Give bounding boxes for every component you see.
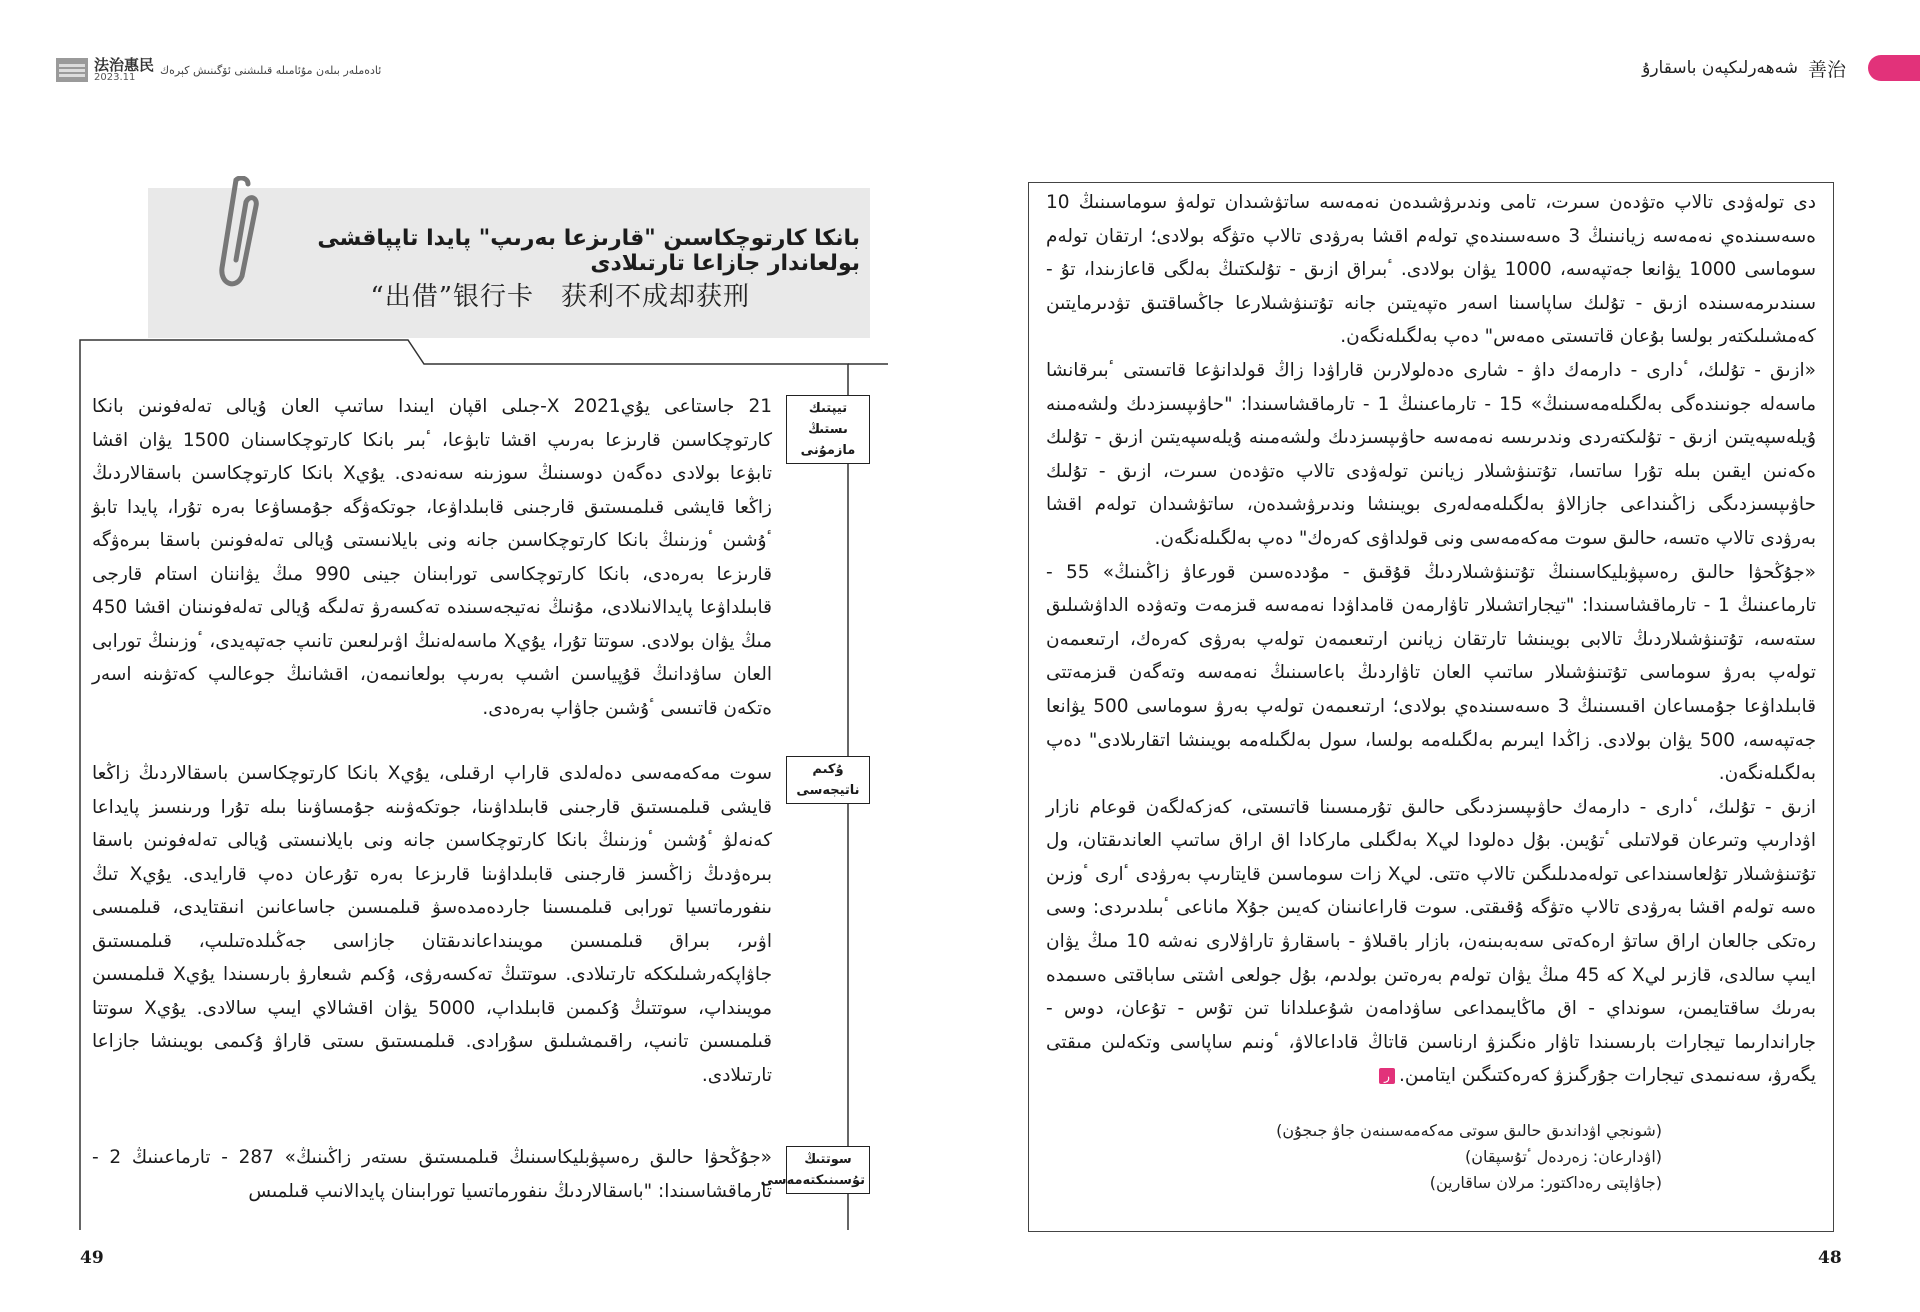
header-left xyxy=(56,56,381,84)
header-left-uyghur: ئادەملەر بىلەن مۇئامىلە قىلىشنى ئۆگىنىش كېرەك xyxy=(160,63,382,77)
section-name-uyghur: شەھەرلىكپەن باسقارۇ xyxy=(1642,58,1798,78)
page-number-right: 48 xyxy=(1818,1248,1842,1268)
credit-translator: (اۋدارعان: زەردەل ٴتۇسپقان) xyxy=(1465,1147,1662,1166)
article-title-uyghur: بانكا كارتوچكاسىن "قارىزعا بەرىپ" پايدا تاپپاقشى بولعاندار جازاعا تارتىلادى xyxy=(317,226,860,276)
right-paragraph xyxy=(1046,791,1816,1093)
section-label-case: تيپتىك ىستىڭ مازمۇنى xyxy=(786,395,870,464)
article-title-chinese: “出借”银行卡 获利不成却获刑 xyxy=(370,282,750,312)
magazine-masthead xyxy=(94,57,154,83)
left-paragraph: سوت مەكەمەسى دەلەلدى قاراپ ارقىلى، يۇيX بانكا كارتوچكاسىن باسقالاردىڭ زاڭعا قايشى قىلمىستىق قارجىنى قابىلداۋىنا، جوتكەۋىنە جۇمساۋىنا بىلە تۇرا ورىنسىز پايداعا كەنەلۋ ٴۇشىن ٴوزىنىڭ بانكا كارتوچكاسىن جانە ونى بايلانىستى ۇيالى تەلەفونىن باسقا بىرەۋدىڭ زاڭسىز قارجىنى قابىلداۋىنا قارىزعا بەرە تۇرعان دەپ قارايدى. يۇيX تىڭ ىنفورماتسيا تورابى قىلمىسىنا جاردەمدەسۋ قىلمىسىن جاساعانىن انىقتايدى، قىلمىسى اۋىر، بىراق قىلمىسىن مويىنداعاندىقتان جازاسى جەڭىلدەتىلىپ، قىلمىستىق جاۋاپكەرشىلىككە تارتىلادى. سوتتىڭ تەكسەرۋى، ۇكىم شىعارۋ بارىسىندا يۇيX قىلمىسىن مويىنداپ، سوتتىڭ ۇكىمىن قابىلداپ، 5000 يۋان اقشالاي ايىپ سالادى. يۇيX سوتتا قىلمىسىن تانىپ، راقىمشىلىق سۇرادى. قىلمىستىق ىستى قاراۋ ۇكىمى بويىنشا جازاعا تارتىلادى. xyxy=(92,763,773,1086)
left-paragraph: 21 جاستاعى يۇيX 2021-جىلى اقپان ايىندا ساتىپ العان ۇيالى تەلەفونىن بانكا كارتوچكاسىن قارىزعا بەرىپ اقشا تابۋعا، ٴبىر بانكا كارتوچكاسىنان 1500 يۋان اقشا تابۋعا بولادى دەگەن دوسىنىڭ سوزىنە سەنەدى. يۇيX بانكا كارتوچكاسىن باسقالاردىڭ زاڭعا قايشى قىلمىستىق قارجىنى قابىلداۋعا، جوتكەۋگە جۇمساۋعا بەرە تۇرا، پايدا تابۋ ٴۇشىن ٴوزىنىڭ بانكا كارتوچكاسىن جانە ونى بايلانىستى ۇيالى تەلەفونىن باسقا بىرەۋگە قارىزعا بەرەدى، بانكا كارتوچكاسى تورابىنان جينى 990 مىڭ يۋاننان استام قارجى قابىلداۋعا پايدالانىلادى، مۇنىڭ نەتيجەسىندە تەكسەرۋ تەلىگە ۇيالى تەلەفونىنان اقشا 450 مىڭ يۋان بولادى. سوتتا تۇرا، يۇيX ماسەلەنىڭ اۋىرلىعىن تانىپ جەتپەيدى، ٴوزىنىڭ تورابى العان ساۋدانىڭ قۇپياسىن اشىپ بەرىپ بولعانىمەن، اقشانىڭ جوعالىپ كەتۋىنە اسەر ەتكەن قاتىسى ٴۇشىن جاۋاپ بەرەدى. xyxy=(92,396,773,719)
magazine-name: 法治惠民 xyxy=(94,56,155,74)
credit-source: (شونجي اۋداندىق حالىق سوتى مەكەمەسىنەن جاۋ جىجۇن) xyxy=(1276,1121,1662,1140)
right-paragraph-text: ازىق - تۇلىك، ٴدارى - دارمەك حاۋىپسىزدىگى حالىق تۇرمىسىنا قاتىستى، كەزكەلگەن قوعام نازار اۋدارىپ وتىرعان قولاتىلى ٴتۇيىن. بۇل دەلودا ليX بەلگىلى ماركادا اق اراق ساتىپ العاندىقتان، ول تۇتىنۋشىلار تۇلعاسىنداعى تولەمدىلىگىن تالاپ ەتتى. ليX زات سوماسىن قايتارىپ بەرۋدى ٴارى ٴوزىن ەسە تولەم اقشا بەرۋدى تالاپ ەتۋگە ۇقىقتى. سوت قاراعانىنان كەيىن جۇX ماناعى ٴبىلدىردى: وسى رەتكى جالعان اراق ساتۋ ارەكەتى سەبەبىنەن، بازار باقىلاۋ - باسقارۋ تاراۋلارى نەشە 10 مىڭ يۋان ايىپ سالدى، قازىر ليX كە 45 مىڭ يۋان تولەم بەرەتىن بولدىم، بۇل جولعى اشتى ساباقتى ەسىمدە بەرىك ساقتايمىن، سونداي - اق ماڭايىمداعى ساۋدامەن شۇعىلدانا تىن تۇس - تۇعان، دوس - جاراندارىما تيجارات بارىسىندا تاۋار ەنگىزۋ ارناسىن قاتاڭ قاداعالاۋ، ٴونىم ساپاسى وتكەلىن مىقتى يگەرۋ، سەنىمدى تيجارات جۇرگىزۋ كەرەكتىگىن ايتامىن. xyxy=(1046,796,1817,1087)
right-page-column xyxy=(1046,186,1816,1093)
credit-editor: (جاۋاپتى رەداكتور: مرلان ساقارين) xyxy=(1429,1173,1662,1192)
header-right xyxy=(1642,52,1920,84)
magazine-issue: 2023.11 xyxy=(94,72,136,83)
right-paragraph: دى تولەۋدى تالاپ ەتۋدەن سىرت، تامى وندىرۋشىدەن نەمەسە ساتۋشىدان تولەۋ سوماسىنىڭ 10 ەسەسىندەي نەمەسە زيانىنىڭ 3 ەسەسىندەي تولەم اقشا بەرۋدى تالاپ ەتۋگە بولادى؛ ارتقان تولەم سوماسى 1000 يۋانعا جەتپەسە، 1000 يۋان بولادى. ٴبىراق ازىق - تۇلىكتىڭ بەلگى قاعازىندا، تۇ - سىندىرمەسىندە ازىق - تۇلىك ساپاسىنا اسەر ەتپەيتىن جانە تۇتىنۋشىلارعا جاڭساقتىق تۋدىرمايتىن كەمشىلىكتەر بولسا بۇعان قاتىستى ەمەس" دەپ بەلگىلەنگەن. xyxy=(1046,192,1816,348)
magazine-logo-icon xyxy=(56,58,88,82)
section-tab-marker xyxy=(1868,55,1920,81)
article-end-mark-icon: ر xyxy=(1379,1068,1395,1084)
paperclip-icon xyxy=(210,176,270,294)
section-label-verdict: ۇكىم ناتيجەسى xyxy=(786,756,870,804)
section-name-chinese: 善治 xyxy=(1807,58,1846,81)
page-number-left: 49 xyxy=(80,1248,104,1268)
section-label-explanation: سوتتىڭ تۇسىنىكتەمەسى xyxy=(786,1146,870,1194)
right-paragraph: «جۇڭحۋا حالىق رەسپۋبليكاسىنىڭ تۇتىنۋشىلاردىڭ قۇقىق - مۇددەسىن قورعاۋ زاڭىنىڭ» 55 - تارماعىنىڭ 1 - تارماقشاسىندا: "تيجاراتشىلار تاۋارمەن قامداۋدا نەمەسە قىزمەت وتەۋدە الداۋشىلىق ستەسە، تۇتىنۋشىلاردىڭ تالابى بويىنشا تارتقان زيانىن ارتىعىمەن تولەپ بەرۋى كەرەك، ارتىعىمەن تولەپ بەرۋ سوماسى تۇتىنۋشىلار ساتىپ العان تاۋاردىڭ باعاسىنىڭ نەمەسە وتەگەن قىزمەتتى قابىلداۋعا جۇمساعان اقىسىنىڭ 3 ەسەسىندەي بولادى؛ ارتىعىمەن تولەپ بەرۋ سوماسى 500 يۋانعا جەتپەسە، 500 يۋان بولادى. زاڭدا ايىرىم بەلگىلەمە بولسا، سول بەلگىلەمە بويىنشا اتقارىلادى" دەپ بەلگىلەنگەن. xyxy=(1046,561,1817,785)
left-paragraph: «جۇڭحۋا حالىق رەسپۋبليكاسىنىڭ قىلمىستىق ىستەر زاڭىنىڭ» 287 - تارماعىنىڭ 2 - تارماقشاسىندا: "باسقالاردىڭ ىنفورماتسيا تورابىنان پايدالانىپ قىلمىس xyxy=(92,1147,772,1202)
article-credits xyxy=(1100,1118,1662,1196)
right-paragraph: «ازىق - تۇلىك، ٴدارى - دارمەك داۋ - شارى ەدەلولارىن قاراۋدا زاڭ قولدانۋعا قاتىستى ٴبىرقانشا ماسەلە جونىندەگى بەلگىلەمەسىنىڭ» 15 - تارماعىنىڭ 1 - تارماقشاسىندا: "حاۋىپسىزدىك ولشەمىنە ۇيلەسپەيتىن ازىق - تۇلىكتەردى وندىرىسە نەمەسە حاۋىپسىزدىك ولشەمىنە ۇيلەسپەيتىن ازىق - تۇلىك ەكەنىن ايقىن بىلە تۇرا ساتسا، تۇتىنۋشىلار زيانىن تولەۋدى تالاپ ەتۋدەن سىرت، ازىق - تۇلىك حاۋىپسىزدىگى زاڭىنداعى جازالاۋ بەلگىلەمەلەرى بويىنشا وندىرۋشىدەن، ساتۋشىدان تولەم اقشا بەرۋدى تالاپ ەتسە، حالىق سوت مەكەمەسى ونى قولداۋى كەرەك" دەپ بەلگىلەنگەن. xyxy=(1046,359,1816,549)
